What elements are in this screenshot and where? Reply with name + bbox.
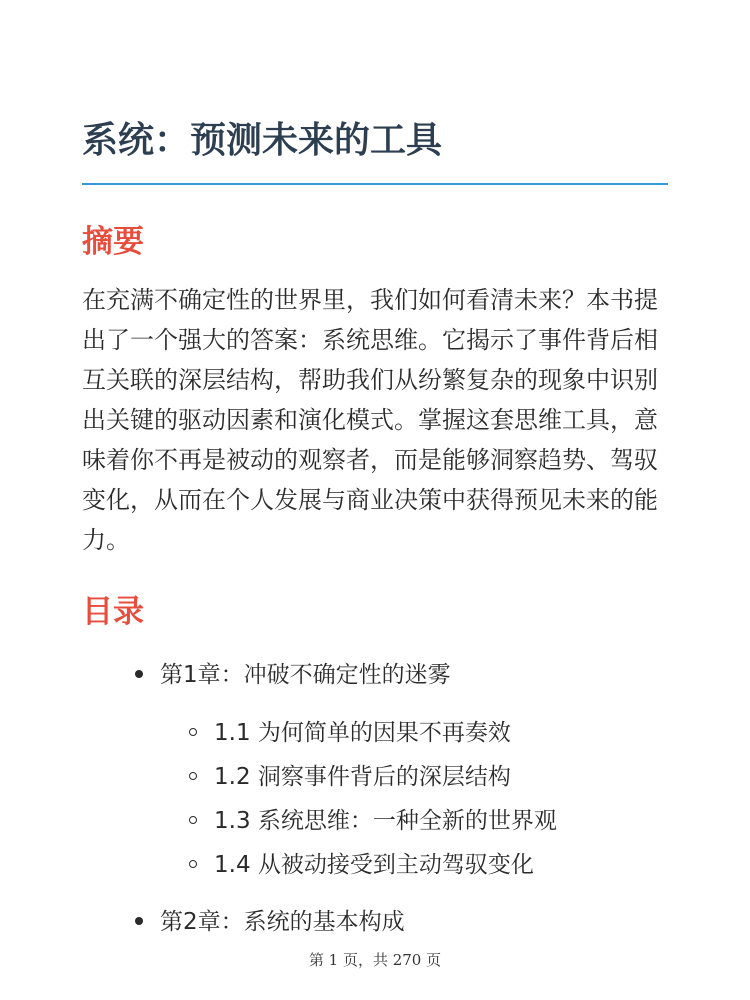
disc-bullet-icon — [135, 917, 143, 925]
toc-chapter-2 — [135, 905, 405, 939]
toc-section-1-1 — [189, 716, 511, 750]
toc-chapter-label: 第1章：冲破不确定性的迷雾 — [160, 662, 451, 688]
title-divider — [82, 183, 668, 185]
toc-section-label: 1.2 洞察事件背后的深层结构 — [214, 764, 511, 790]
summary-heading: 摘要 — [82, 224, 144, 260]
toc-section-label: 1.3 系统思维：一种全新的世界观 — [214, 808, 557, 834]
toc-section-label: 1.4 从被动接受到主动驾驭变化 — [214, 852, 534, 878]
circle-bullet-icon — [189, 816, 197, 824]
disc-bullet-icon — [135, 670, 143, 678]
page-number-footer: 第 1 页，共 270 页 — [308, 951, 442, 969]
toc-section-1-4 — [189, 848, 534, 882]
toc-section-1-2 — [189, 760, 511, 794]
circle-bullet-icon — [189, 772, 197, 780]
document-title: 系统：预测未来的工具 — [82, 120, 443, 161]
toc-chapter-1 — [135, 658, 451, 692]
circle-bullet-icon — [189, 860, 197, 868]
toc-section-label: 1.1 为何简单的因果不再奏效 — [214, 720, 511, 746]
summary-paragraph: 在充满不确定性的世界里，我们如何看清未来？本书提出了一个强大的答案：系统思维。它揭示了事件背后相互关联的深层结构，帮助我们从纷繁复杂的现象中识别出关键的驱动因素和演化模式。掌握这套思维工具，意味着你不再是被动的观察者，而是能够洞察趋势、驾驭变化，从而在个人发展与商业决策中获得预见未来的能力。 — [82, 286, 658, 554]
toc-section-1-3 — [189, 804, 557, 838]
toc-chapter-label: 第2章：系统的基本构成 — [160, 909, 405, 935]
toc-heading: 目录 — [82, 594, 144, 630]
circle-bullet-icon — [189, 728, 197, 736]
